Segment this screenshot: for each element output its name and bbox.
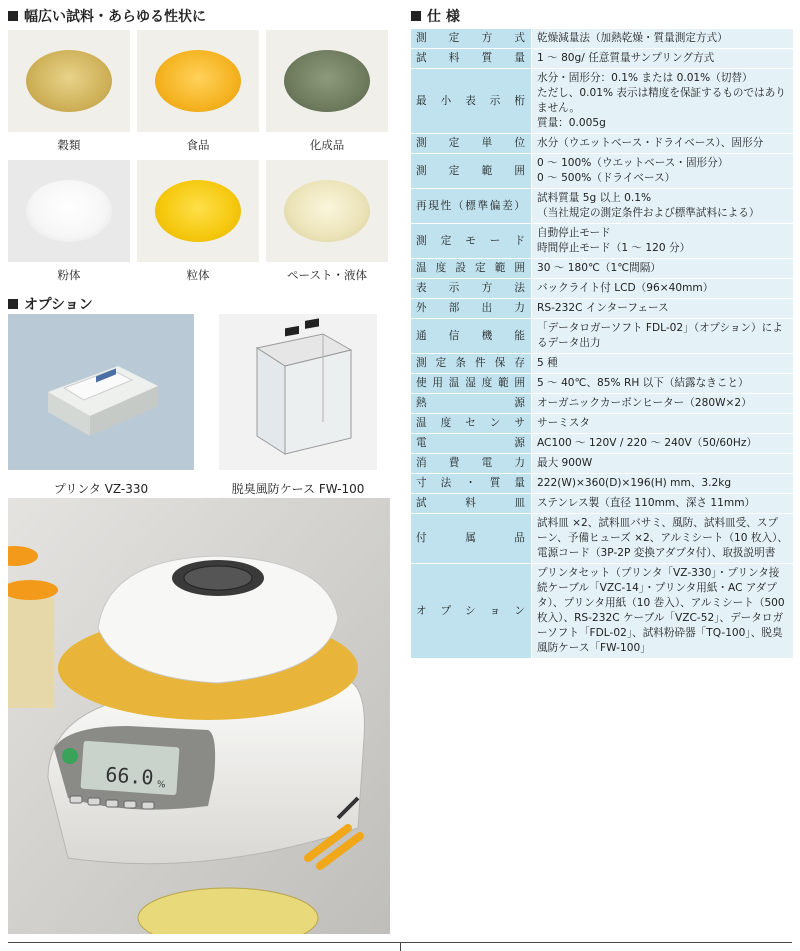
- sample-label: 穀類: [57, 138, 81, 152]
- spec-label: 消費電力: [411, 454, 532, 474]
- spec-value-line: 1 ～ 80g/ 任意質量サンプリング方式: [537, 52, 715, 64]
- spec-row: [411, 454, 793, 474]
- spec-value: [532, 319, 794, 354]
- spec-section-title: [411, 6, 460, 26]
- spec-label: 通信機能: [411, 319, 532, 354]
- spec-value-line: 5 種: [537, 357, 558, 369]
- spec-value-line: 最大 900W: [537, 457, 593, 469]
- spec-row: [411, 394, 793, 414]
- option-printer: [8, 314, 194, 497]
- spec-value: [532, 564, 794, 659]
- spec-value: [532, 454, 794, 474]
- spec-label: オプション: [411, 564, 532, 659]
- spec-label: 熱源: [411, 394, 532, 414]
- spec-value-line: AC100 ～ 120V / 220 ～ 240V（50/60Hz）: [537, 437, 758, 449]
- square-bullet-icon: [411, 11, 421, 21]
- spec-label: 外部出力: [411, 299, 532, 319]
- spec-value: [532, 189, 794, 224]
- option-label: プリンタ VZ-330: [53, 482, 149, 496]
- spec-value: [532, 49, 794, 69]
- spec-row: [411, 374, 793, 394]
- moisture-analyzer-photo: [8, 498, 390, 934]
- spec-label: 測定範囲: [411, 154, 532, 189]
- spec-value: [532, 354, 794, 374]
- spec-value: [532, 134, 794, 154]
- spec-value-line: 5 ～ 40℃、85% RH 以下（結露なきこと）: [537, 377, 749, 389]
- samples-title-text: 幅広い試料・あらゆる性状に: [24, 9, 206, 25]
- sample-label: 食品: [186, 138, 210, 152]
- spec-value-line: 時間停止モード（1 ～ 120 分）: [537, 242, 691, 254]
- spec-value-line: ただし、0.01% 表示は精度を保証するものではありません。: [537, 87, 786, 114]
- spec-row: [411, 29, 793, 49]
- spec-value: [532, 299, 794, 319]
- options-title-text: オプション: [24, 297, 93, 313]
- spec-value: [532, 514, 794, 564]
- granule-pile-image: [137, 160, 259, 262]
- spec-label: 再現性（標準偏差）: [411, 189, 532, 224]
- sample-paste: [266, 160, 388, 283]
- spec-value: [532, 29, 794, 49]
- powder-pile-image: [8, 160, 130, 262]
- bottom-divider-tick: [400, 942, 401, 951]
- paste-pile-image: [266, 160, 388, 262]
- spec-value: [532, 154, 794, 189]
- display-unit: %: [156, 779, 166, 791]
- spec-row: [411, 224, 793, 259]
- spec-label: 表示方法: [411, 279, 532, 299]
- spec-value: [532, 414, 794, 434]
- spec-value: [532, 374, 794, 394]
- sample-label: 粒体: [186, 268, 210, 282]
- sample-label: 化成品: [309, 138, 345, 152]
- sample-powder: [8, 160, 130, 283]
- spec-label: 最小表示桁: [411, 69, 532, 134]
- spec-value-line: 0 ～ 500%（ドライベース）: [537, 172, 676, 184]
- spec-value-line: 30 ～ 180℃（1℃間隔）: [537, 262, 661, 274]
- spec-row: [411, 299, 793, 319]
- spec-label: 使用温湿度範囲: [411, 374, 532, 394]
- sample-granule: [137, 160, 259, 283]
- spec-row: [411, 69, 793, 134]
- spec-label: 電源: [411, 434, 532, 454]
- spec-label: 温度設定範囲: [411, 259, 532, 279]
- sample-chemical: [266, 30, 388, 153]
- spec-value: [532, 434, 794, 454]
- spec-row: [411, 189, 793, 224]
- spec-value-line: （当社規定の測定条件および標準試料による）: [537, 207, 760, 219]
- spec-row: [411, 514, 793, 564]
- spec-label: 測定単位: [411, 134, 532, 154]
- square-bullet-icon: [8, 11, 18, 21]
- spec-row: [411, 564, 793, 659]
- printer-image: [8, 314, 194, 470]
- spec-value-line: 試料皿 ×2、試料皿バサミ、風防、試料皿受、スプーン、予備ヒューズ ×2、アルミシート（10 枚入）、電源コード（3P-2P 変換アダプタ付）、取扱説明書: [537, 517, 788, 559]
- option-case: [219, 314, 377, 497]
- spec-label: 付属品: [411, 514, 532, 564]
- spec-row: [411, 474, 793, 494]
- options-section-title: [8, 294, 93, 314]
- spec-value-line: オーガニックカーボンヒーター（280W×2）: [537, 397, 752, 409]
- spec-value-line: RS-232C インターフェース: [537, 302, 669, 314]
- spec-row: [411, 354, 793, 374]
- spec-value-line: 乾燥減量法（加熱乾燥・質量測定方式）: [537, 32, 728, 44]
- spec-value: [532, 494, 794, 514]
- spec-value: [532, 224, 794, 259]
- spec-row: [411, 154, 793, 189]
- spec-row: [411, 434, 793, 454]
- spec-row: [411, 279, 793, 299]
- option-label: 脱臭風防ケース FW-100: [231, 482, 365, 496]
- spec-value: [532, 69, 794, 134]
- spec-row: [411, 259, 793, 279]
- spec-title-text: 仕 様: [427, 9, 460, 25]
- food-pile-image: [137, 30, 259, 132]
- spec-value-line: 水分・固形分：0.1% または 0.01%（切替）: [537, 72, 753, 84]
- spec-value-line: ステンレス製（直径 110mm、深さ 11mm）: [537, 497, 756, 509]
- sample-label: ペースト・液体: [287, 268, 367, 282]
- spec-value: [532, 474, 794, 494]
- spec-value-line: 222(W)×360(D)×196(H) mm、3.2kg: [537, 477, 732, 489]
- spec-label: 試料質量: [411, 49, 532, 69]
- spec-value-line: 質量：0.005g: [537, 117, 606, 129]
- spec-value-line: 「データロガーソフト FDL-02」（オプション）によるデータ出力: [537, 322, 783, 349]
- sample-grain: [8, 30, 130, 153]
- spec-value-line: 自動停止モード: [537, 227, 611, 239]
- spec-label: 測定方式: [411, 29, 532, 49]
- spec-row: [411, 49, 793, 69]
- grain-pile-image: [8, 30, 130, 132]
- display-reading: 66.0: [104, 762, 155, 790]
- spec-value: [532, 259, 794, 279]
- spec-value-line: 水分（ウエットベース・ドライベース）、固形分: [537, 137, 764, 149]
- sample-label: 粉体: [57, 268, 81, 282]
- spec-value-line: バックライト付 LCD（96×40mm）: [537, 282, 714, 294]
- chemical-pile-image: [266, 30, 388, 132]
- spec-value-line: プリンタセット（プリンタ「VZ-330」・プリンタ接続ケーブル「VZC-14」・プリンタ用紙・AC アダプタ）、プリンタ用紙（10 巻入）、アルミシート（500 枚入）、RS-232C ケーブル「VZC-52」、データロガーソフト「FDL-02」、試料粉砕器「TQ-100」、脱臭風防ケース「FW-100」: [537, 567, 785, 654]
- spec-value-line: サーミスタ: [537, 417, 590, 429]
- spec-value: [532, 394, 794, 414]
- spec-value-line: 0 ～ 100%（ウエットベース・固形分）: [537, 157, 729, 169]
- spec-value: [532, 279, 794, 299]
- spec-row: [411, 414, 793, 434]
- spec-value-line: 試料質量 5g 以上 0.1%: [537, 192, 652, 204]
- square-bullet-icon: [8, 299, 18, 309]
- sample-food: [137, 30, 259, 153]
- spec-row: [411, 319, 793, 354]
- spec-label: 測定条件保存: [411, 354, 532, 374]
- spec-label: 測定モード: [411, 224, 532, 259]
- spec-label: 試料皿: [411, 494, 532, 514]
- spec-label: 寸法・質量: [411, 474, 532, 494]
- samples-section-title: [8, 6, 206, 26]
- spec-table-body: [411, 29, 793, 659]
- spec-row: [411, 134, 793, 154]
- spec-table: [411, 28, 793, 659]
- spec-row: [411, 494, 793, 514]
- windshield-case-image: [219, 314, 377, 470]
- spec-label: 温度センサ: [411, 414, 532, 434]
